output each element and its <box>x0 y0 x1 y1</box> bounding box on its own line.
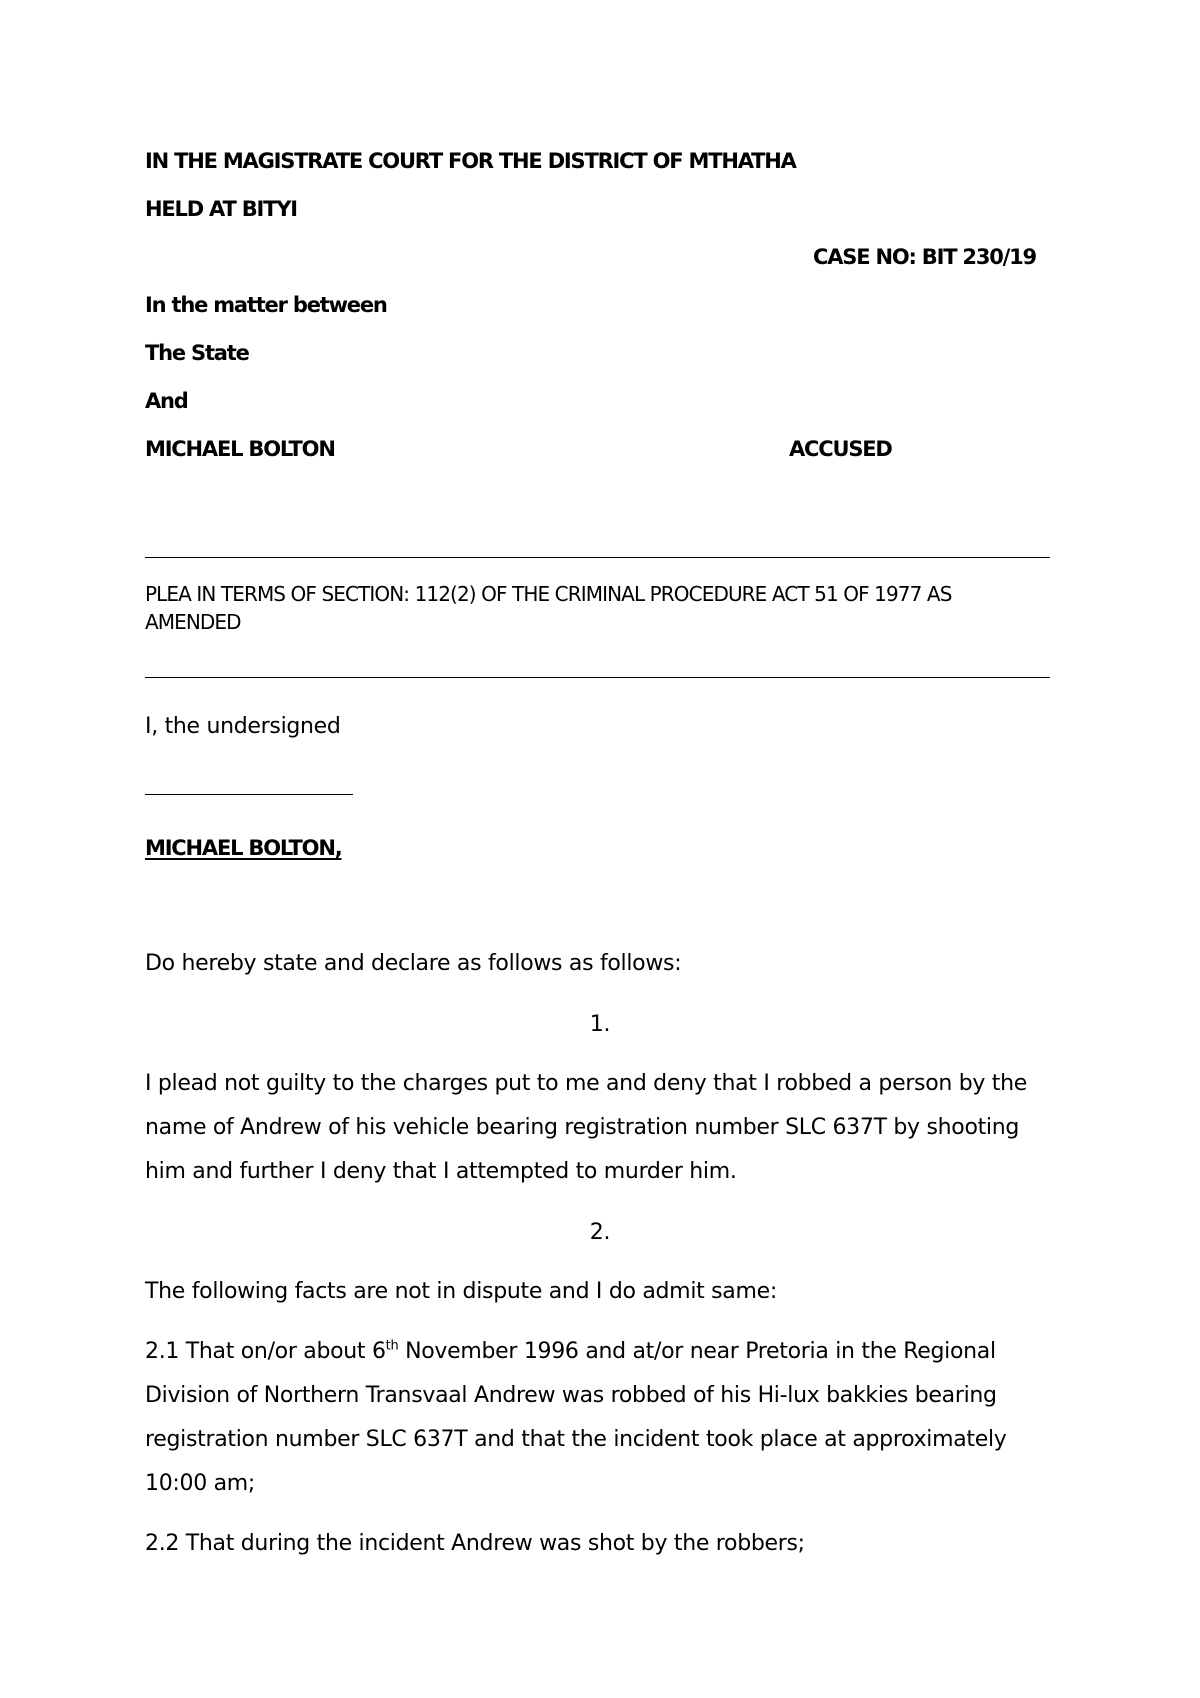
item-2-1-line-4: 10:00 am; <box>145 1471 256 1496</box>
held-at-heading: HELD AT BITYI <box>145 197 297 221</box>
item-2-1-start: 2.1 That on/or about 6 <box>145 1339 386 1364</box>
section-2-intro: The following facts are not in dispute and I do admit same: <box>145 1279 777 1304</box>
party-state: The State <box>145 341 249 365</box>
divider-top <box>145 557 1050 558</box>
section-1-line-2: name of Andrew of his vehicle bearing registration number SLC 637T by shooting <box>145 1115 1020 1140</box>
item-2-2: 2.2 That during the incident Andrew was shot by the robbers; <box>145 1531 805 1556</box>
and-label: And <box>145 389 188 413</box>
plea-title-line-1: PLEA IN TERMS OF SECTION: 112(2) OF THE CRIMINAL PROCEDURE ACT 51 OF 1977 AS <box>145 582 952 606</box>
case-number: CASE NO: BIT 230/19 <box>813 245 1036 269</box>
court-heading: IN THE MAGISTRATE COURT FOR THE DISTRICT OF MTHATHA <box>145 149 796 173</box>
item-2-1-line-3: registration number SLC 637T and that the incident took place at approximately <box>145 1427 1007 1452</box>
plea-title-line-2: AMENDED <box>145 610 241 634</box>
undersigned-intro: I, the undersigned <box>145 714 341 739</box>
section-number-1: 1. <box>589 1012 611 1037</box>
accused-label: ACCUSED <box>789 437 892 461</box>
section-1-line-3: him and further I deny that I attempted to murder him. <box>145 1159 737 1184</box>
signature-line <box>145 794 353 795</box>
section-number-2: 2. <box>589 1220 611 1245</box>
item-2-1-rest: November 1996 and at/or near Pretoria in the Regional <box>398 1339 996 1364</box>
declarant-name: MICHAEL BOLTON, <box>145 836 342 860</box>
item-2-1-line-1 <box>145 1338 996 1364</box>
accused-name: MICHAEL BOLTON <box>145 437 335 461</box>
divider-bottom <box>145 677 1050 678</box>
item-2-1-line-2: Division of Northern Transvaal Andrew was robbed of his Hi-lux bakkies bearing <box>145 1383 997 1408</box>
ordinal-suffix: th <box>385 1338 399 1354</box>
matter-between: In the matter between <box>145 293 387 317</box>
section-1-line-1: I plead not guilty to the charges put to me and deny that I robbed a person by the <box>145 1071 1027 1096</box>
declaration-statement: Do hereby state and declare as follows as follows: <box>145 951 682 976</box>
